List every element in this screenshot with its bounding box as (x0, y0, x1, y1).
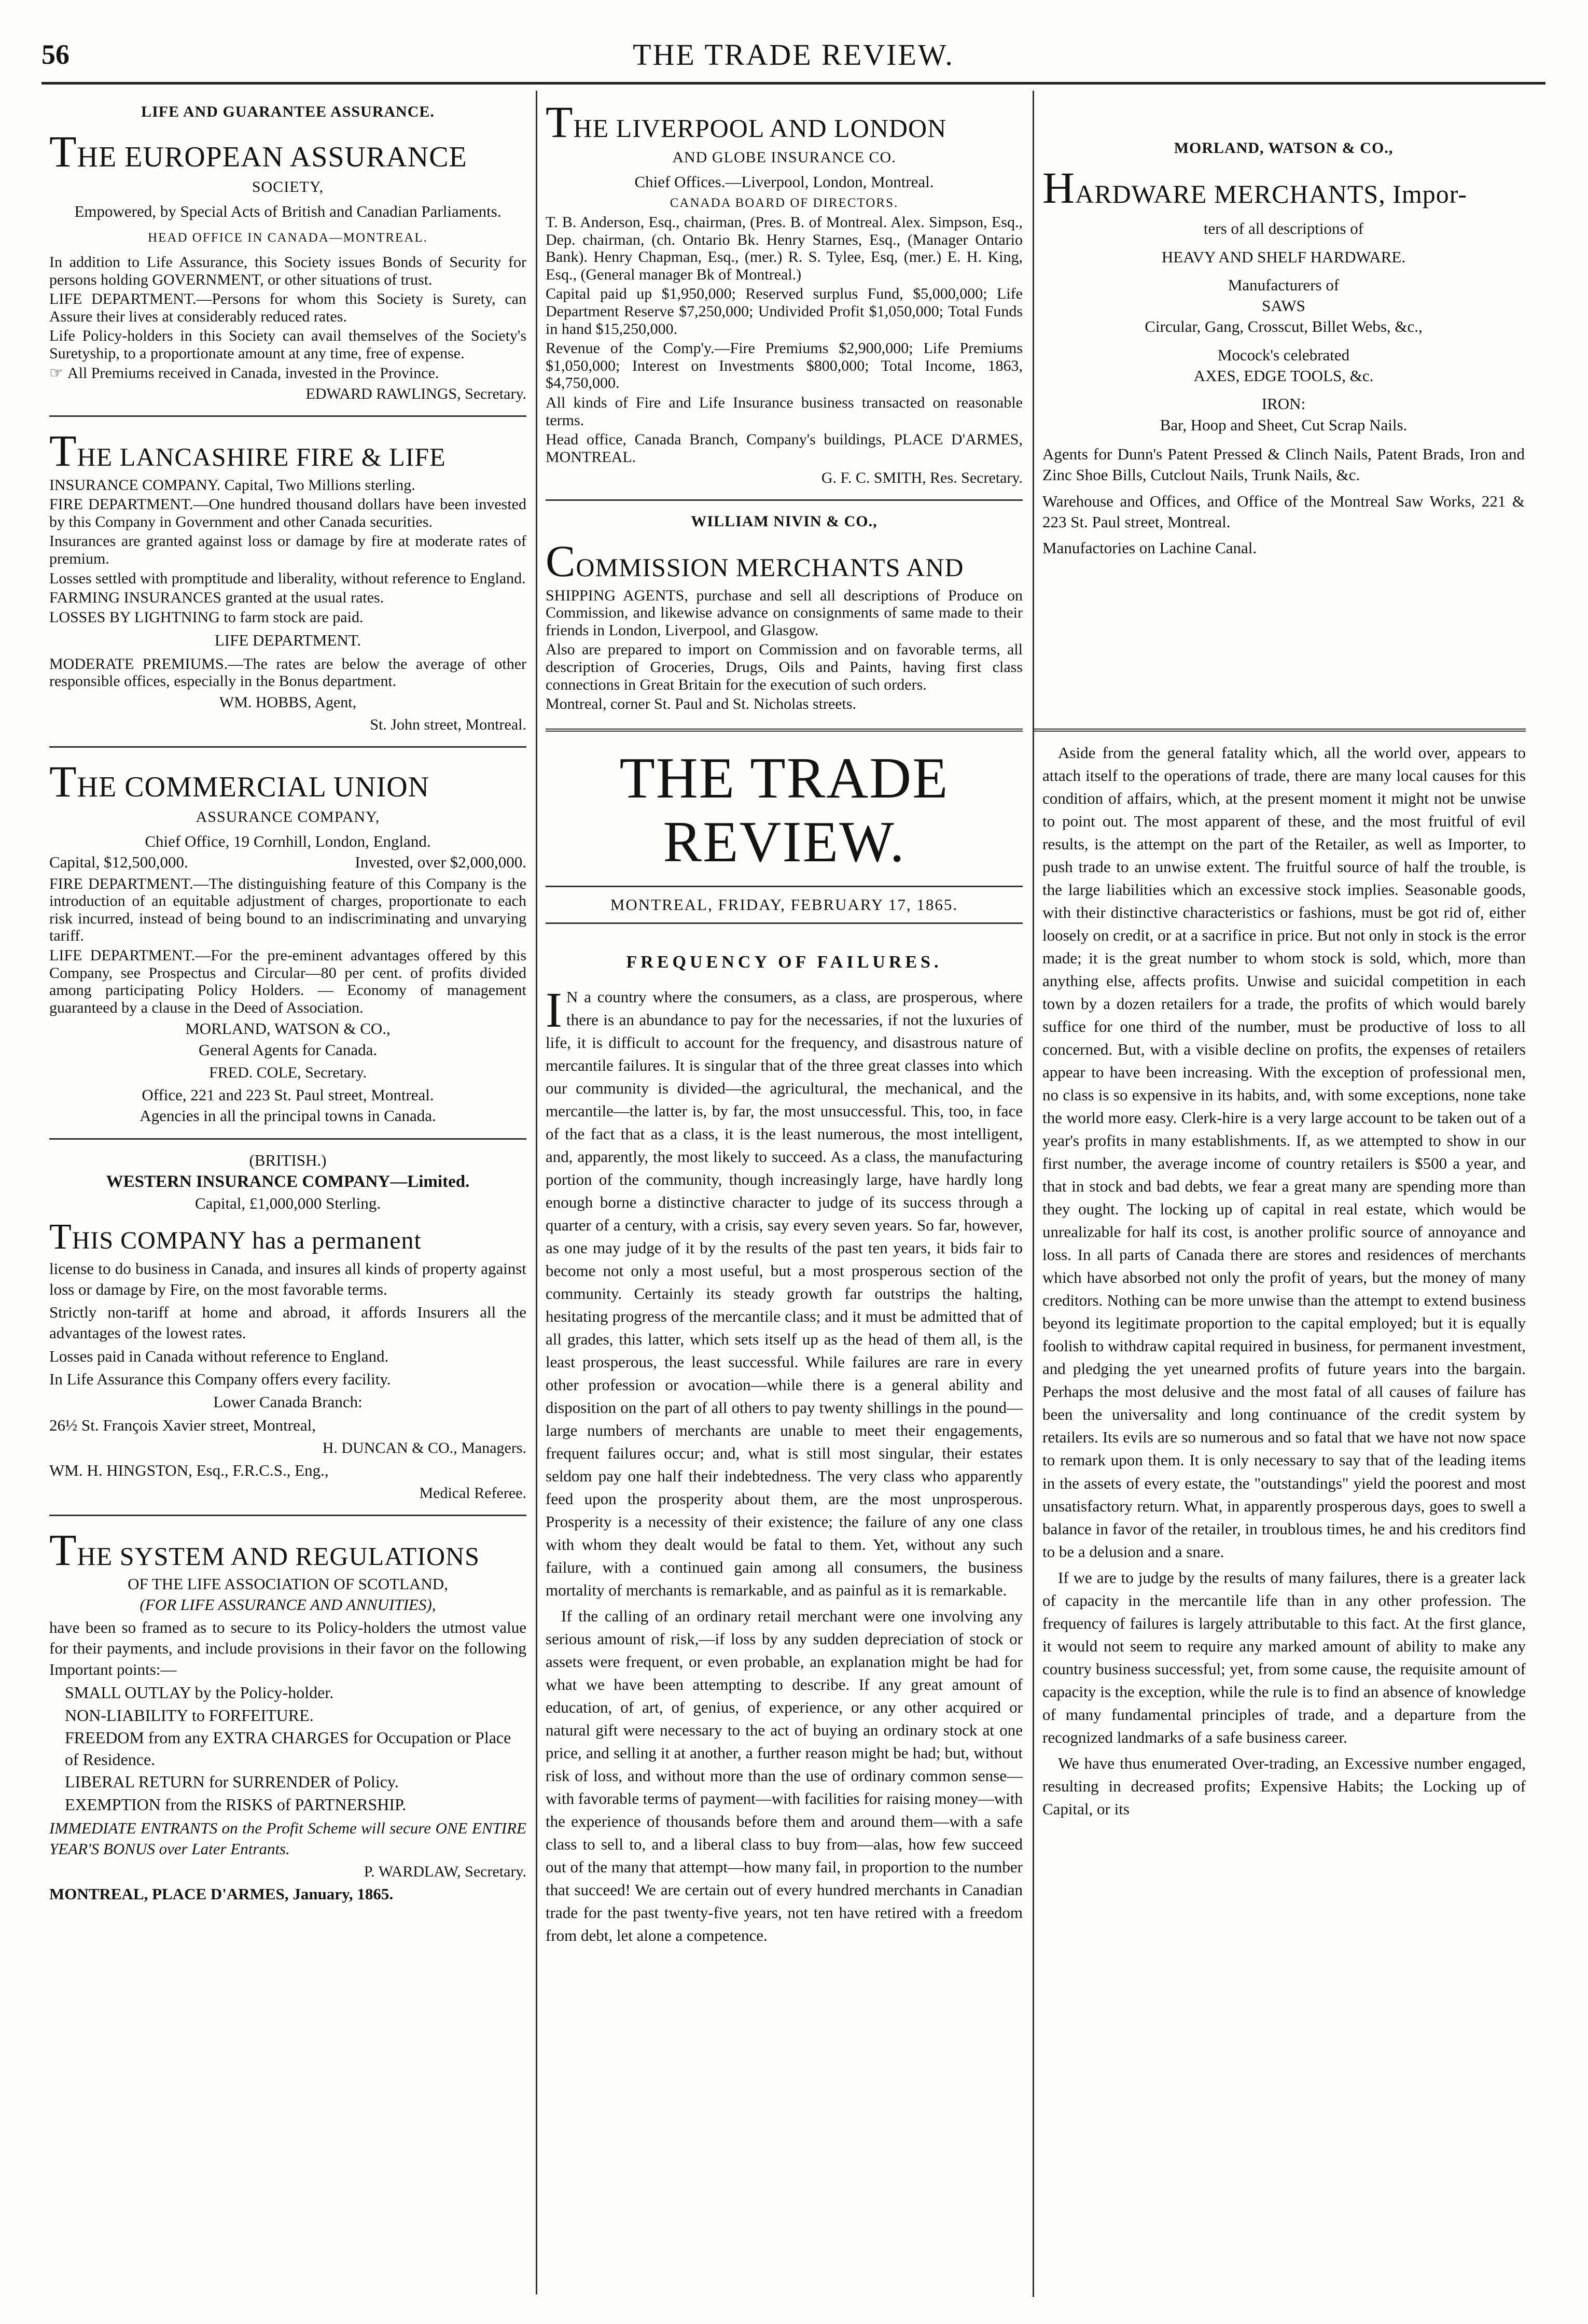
commercial-union-ad (49, 758, 526, 1127)
ad-paragraph: Warehouse and Offices, and Office of the Montreal Saw Works, 221 & 223 St. Paul street, Montreal. (1042, 492, 1525, 531)
ad-title: THE EUROPEAN ASSURANCE (49, 127, 467, 176)
capital: Capital, £1,000,000 Sterling. (194, 1194, 381, 1212)
column-middle-ads (546, 99, 1023, 757)
ad-paragraph: license to do business in Canada, and insures all kinds of property against loss or damage by Fire, on the most favorable terms. (49, 1259, 526, 1298)
ad-paragraph: ☞ All Premiums received in Canada, invested in the Province. (49, 364, 439, 382)
signature-address: St. John street, Montreal. (370, 716, 526, 733)
ad-paragraph: Losses paid in Canada without reference to England. (49, 1347, 389, 1365)
ad-paragraph: LOSSES BY LIGHTNING to farm stock are paid. (49, 608, 364, 626)
ad-paragraph: Head office, Canada Branch, Company's buildings, PLACE D'ARMES, MONTREAL. (546, 431, 1023, 466)
ad-line: SAWS (1262, 297, 1305, 315)
ad-paragraph: INSURANCE COMPANY. Capital, Two Millions sterling. (49, 476, 415, 494)
signature: P. WARDLAW, Secretary. (364, 1863, 526, 1881)
drop-cap: I (546, 982, 562, 1038)
divider (49, 1138, 526, 1140)
article-paragraph: We have thus enumerated Over-trading, an Excessive number engaged, resulting in decreased profits; Expensive Habits; the Locking up of Capital, or its (1042, 1754, 1526, 1818)
life-department-heading: LIFE DEPARTMENT. (214, 631, 361, 650)
ad-paragraph: FIRE DEPARTMENT.—The distinguishing feature of this Company is the introduction of an equitable adjustment of charges, proportionate to each risk incurred, instead of being bound to an indiscriminating and unvarying tariff. (49, 875, 526, 945)
ad-line: Bar, Hoop and Sheet, Cut Scrap Nails. (1160, 415, 1408, 434)
section-title: LIFE AND GUARANTEE ASSURANCE. (141, 103, 435, 120)
board-heading: CANADA BOARD OF DIRECTORS. (670, 195, 899, 210)
british-label: (BRITISH.) (249, 1151, 327, 1169)
ad-paragraph: Losses settled with promptitude and liberality, without reference to England. (49, 569, 526, 587)
ad-subtitle: OF THE LIFE ASSOCIATION OF SCOTLAND, (128, 1574, 448, 1593)
points-list (49, 1682, 526, 1816)
ad-paragraph: All kinds of Fire and Life Insurance business transacted on reasonable terms. (546, 394, 1023, 429)
life-association-ad (49, 1527, 526, 1905)
page-number: 56 (41, 39, 69, 70)
signature: WM. HOBBS, Agent, (219, 693, 357, 711)
masthead-title: THE TRADE REVIEW. (619, 746, 949, 875)
western-insurance-ad (49, 1150, 526, 1504)
ad-line: Mocock's celebrated (1217, 345, 1350, 364)
ad-line: AXES, EDGE TOOLS, &c. (1193, 367, 1374, 385)
head-office: HEAD OFFICE IN CANADA—MONTREAL. (148, 230, 428, 245)
article-column-2 (1042, 741, 1526, 2276)
section-title: MORLAND, WATSON & CO., (1174, 139, 1394, 157)
ad-line: HEAVY AND SHELF HARDWARE. (1161, 247, 1406, 266)
office-address: Office, 221 and 223 St. Paul street, Montreal. (142, 1086, 434, 1104)
pointing-hand-icon: ☞ (49, 364, 63, 382)
ad-paragraph: have been so framed as to secure to its Policy-holders the utmost value for their payments, and include provisions in their favor on the following Important points:— (49, 1618, 526, 1678)
branch-address: 26½ St. François Xavier street, Montreal, (49, 1416, 316, 1434)
ad-paragraph: MODERATE PREMIUMS.—The rates are below the average of other responsible offices, especially in the Bonus department. (49, 655, 526, 690)
signature: G. F. C. SMITH, Res. Secretary. (821, 469, 1023, 487)
ad-paragraph: Montreal, corner St. Paul and St. Nicholas streets. (546, 695, 857, 713)
ad-title: HARDWARE MERCHANTS, Impor- (1042, 163, 1468, 213)
directors: T. B. Anderson, Esq., chairman, (Pres. B. of Montreal. Alex. Simpson, Esq., Dep. chairman, (ch. Ontario Bk. Henry Starnes, Esq., (Manager Ontario Bank). Henry Chapman, Esq., (mer.) R. S. Tylee, Esq, (mer.) E. H. King, Esq., (General manager Bk of Montreal.) (546, 214, 1023, 283)
european-assurance-ad (49, 128, 526, 404)
column-rule-2-upper (1033, 91, 1034, 747)
ad-title: THE COMMERCIAL UNION (49, 756, 430, 806)
list-item: FREEDOM from any EXTRA CHARGES for Occupation or Place of Residence. (65, 1728, 511, 1769)
invested: Invested, over $2,000,000. (355, 853, 526, 872)
signature: EDWARD RAWLINGS, Secretary. (305, 385, 526, 403)
ad-line: IRON: (1261, 395, 1306, 413)
divider (49, 1515, 526, 1516)
ad-paragraph: LIFE DEPARTMENT.—For the pre-eminent advantages offered by this Company, see Prospectus and Circular—80 per cent. of profits divided among participating Policy Holders. — Economy of management guaranteed by a clause in the Deed of Association. (49, 947, 526, 1016)
column-rule-1 (536, 91, 537, 2294)
ad-paragraph: SHIPPING AGENTS, purchase and sell all descriptions of Produce on Commission, and likewise advance on consignments of same made to their friends in London, Liverpool, and Glasgow. (546, 586, 1023, 639)
ad-paragraph: Capital paid up $1,950,000; Reserved surplus Fund, $5,000,000; Life Department Reserve $7,250,000; Undivided Profit $1,050,000; Total Funds in hand $15,250,000. (546, 285, 1023, 338)
article-paragraph: If the calling of an ordinary retail merchant were one involving any serious amount of risk,—if loss by any sudden depreciation of stock or assets were frequent, or even probable, an explanation might be had for what we have been attempting to describe. If any great amount of education, of art, of genius, of experience, or any other acquired or natural gift were necessary to the act of buying an ordinary stock at one price, and selling it at another, a further reason might be had; but, without risk of loss, and without more than the use of ordinary common sense—with favorable terms of payment—with facilities for raising money—with the experience of thousands before them and around them—with a safe class to sell to, and a liberal class to buy from—alas, how few succeed out of the many that attempt—how many fail, in proportion to the number that succeed! We are certain out of every hundred merchants in Canadian trade for the past twenty-five years, not ten have retired with a freedom from debt, let alone a competence. (546, 1607, 1023, 1945)
page-header (41, 31, 1545, 80)
ad-subtitle: AND GLOBE INSURANCE CO. (672, 149, 896, 166)
managers: H. DUNCAN & CO., Managers. (322, 1439, 526, 1457)
ad-title: COMMISSION MERCHANTS AND (546, 536, 964, 586)
ad-paragraph: Life Policy-holders in this Society can avail themselves of the Society's Suretyship, to a proportionate amount at any time, free of expense. (49, 327, 526, 362)
ad-paragraph: Insurances are granted against loss or damage by fire at moderate rates of premium. (49, 533, 526, 567)
ad-title: THE LANCASHIRE FIRE & LIFE (49, 426, 446, 476)
ad-lead: THIS COMPANY has a permanent (49, 1217, 422, 1257)
list-item: EXEMPTION from the RISKS of PARTNERSHIP. (65, 1795, 407, 1814)
signature: FRED. COLE, Secretary. (209, 1064, 367, 1082)
ad-paragraph: Agents for Dunn's Patent Pressed & Clinch Nails, Patent Brads, Iron and Zinc Shoe Bills, Cutclout Nails, Trunk Nails, &c. (1042, 444, 1525, 484)
capital-line (49, 852, 526, 873)
ad-paragraph: FIRE DEPARTMENT.—One hundred thousand dollars have been invested by this Company in Government and other Canada securities. (49, 496, 526, 530)
ad-empowered: Empowered, by Special Acts of British and Canadian Parliaments. (74, 202, 502, 221)
capital: Capital, $12,500,000. (49, 853, 188, 872)
agents: MORLAND, WATSON & CO., (185, 1019, 391, 1038)
masthead-dateline: MONTREAL, FRIDAY, FEBRUARY 17, 1865. (546, 886, 1023, 924)
section-title: WILLIAM NIVIN & CO., (691, 513, 877, 530)
article-paragraph: If we are to judge by the results of many failures, there is a greater lack of capacity in the mercantile life than in any other profession. The frequency of failures is largely attributable to this fact. At the first glance, it would not seem to require any marked amount of ability to make any country business successful; yet, from some cause, the requisite amount of capacity is the exception, while the rule is to find an absence of knowledge of many fundamental principles of trade, and a departure from the recognized landmarks of a safe business career. (1042, 1568, 1526, 1746)
ad-paragraph: Also are prepared to import on Commission and on favorable terms, all description of Groceries, Drugs, Oils and Paints, having first class connections in Great Britain for the execution of such orders. (546, 641, 1023, 693)
ad-line: Manufacturers of (1228, 275, 1340, 294)
referee: WM. H. HINGSTON, Esq., F.R.C.S., Eng., (49, 1461, 329, 1479)
list-item: LIBERAL RETURN for SURRENDER of Policy. (65, 1772, 399, 1791)
lancashire-ad (49, 427, 526, 735)
ad-paragraph: Strictly non-tariff at home and abroad, it affords Insurers all the advantages of the lowest rates. (49, 1303, 526, 1342)
ad-paragraph: Revenue of the Comp'y.—Fire Premiums $2,900,000; Life Premiums $1,050,000; Interest on Investments $800,000; Total Income, 1863, $4,750,000. (546, 340, 1023, 392)
column-left-insurance (49, 99, 526, 2276)
divider (546, 499, 1023, 501)
ad-footer: MONTREAL, PLACE D'ARMES, January, 1865. (49, 1885, 394, 1903)
ad-title: THE LIVERPOOL AND LONDON (546, 99, 947, 147)
agencies: Agencies in all the principal towns in Canada. (140, 1107, 436, 1125)
ad-line: Circular, Gang, Crosscut, Billet Webs, &c., (1145, 317, 1423, 336)
divider (49, 415, 526, 417)
journal-title: THE TRADE REVIEW. (633, 38, 954, 72)
column-right-hardware-ad (1042, 99, 1525, 773)
article-paragraph: I N a country where the consumers, as a class, are prosperous, where there is an abundance to pay for the necessaries, if not the luxuries of life, it is difficult to account for the frequency, and disastrous nature of mercantile failures. It is singular that of the three great classes into which our community is divided—the agricultural, the mechanical, and the mercantile—the latter is, by far, the most unsuccessful. This, too, in face of the fact that as a class, it is the least numerous, the most intelligent, and, apparently, the most likely to succeed. As a class, the manufacturing portion of the community, though increasingly large, have hardly long enough borne a distinctive character to judge of its success through a quarter of a century, with a crisis, say every seven years. So far, however, as one may judge of it by the results of the past ten years, it bids fair to become not only a most useful, but a most prosperous section of the community. Certainly its steady growth far outstrips the halting, hesitating progress of the mercantile class; and it must be admitted that of all grades, this latter, which sets itself up as the head of them all, is the least prosperous, the least successful. While failures are rare in every other profession or avocation—while there is a general ability and disposition on the part of all others to pay twenty shillings in the pound—large numbers of merchants are unable to meet their engagements, frequent failures occur; and, what is still most singular, their estates seldom pay one half their indebtedness. The very class who apparently feed upon the prosperity about them, are the most unprosperous. Prosperity is a necessity of their existence; the failure of any one class with whom they dealt would be fatal to them. Yet, without any such failure, with a continued gain among all consumers, the business mortality of merchants is remarkable, and as painful as it is remarkable. (546, 982, 1023, 1600)
masthead-top-rule (546, 729, 1023, 732)
liverpool-london-ad (546, 99, 1023, 488)
ad-subtitle: ASSURANCE COMPANY, (196, 808, 380, 826)
divider (49, 746, 526, 748)
header-rule (41, 82, 1545, 85)
masthead-block (546, 729, 1023, 732)
immediate-entrants: IMMEDIATE ENTRANTS on the Profit Scheme will secure ONE ENTIRE YEAR'S BONUS over Later Entrants. (49, 1818, 526, 1858)
nivin-ad (546, 511, 1023, 712)
ad-paragraph: In Life Assurance this Company offers every facility. (49, 1370, 391, 1389)
agents-role: General Agents for Canada. (198, 1040, 378, 1059)
ad-line: ters of all descriptions of (1203, 219, 1364, 238)
list-item: SMALL OUTLAY by the Policy-holder. (65, 1683, 334, 1702)
article-heading: FREQUENCY OF FAILURES. (626, 953, 942, 972)
chief-offices: Chief Offices.—Liverpool, London, Montreal. (634, 173, 934, 191)
chief-office: Chief Office, 19 Cornhill, London, England. (145, 832, 431, 851)
article-column-1 (546, 741, 1023, 2276)
ad-paragraph: Manufactories on Lachine Canal. (1042, 539, 1257, 557)
ad-subtitle-2: (FOR LIFE ASSURANCE AND ANNUITIES), (140, 1595, 436, 1614)
referee-role: Medical Referee. (419, 1485, 526, 1502)
article-paragraph: Aside from the general fatality which, all the world over, appears to attach itself to the operations of trade, there are many local causes for this condition of affairs, which, at the present moment it might not be unwise to point out. The most apparent of these, and the most fruitful of evil results, is the attempt on the part of the Retailer, as well as Importer, to push trade to an unwise extent. The fruitful source of half the trouble, is the large liabilities which an excessive stock implies. Seasonable goods, with their distinctive characteristics or fashions, must be got rid of, either loosely on credit, or at a sacrifice in price. But not only in stock is the error made; it is the great number to whom stock is sold, which, more than anything else, affects profits. Unwise and suicidal competition in each town by a dozen retailers for a trade, the profits of which would barely suffice for one third of the number, must be productive of loss to all concerned. But, with a visible decline on profits, the expenses of retailers appear to have been increasing. With the exception of professional men, no class is so expensive in its habits, and, with some exceptions, none take the world more easy. Clerk-hire is a very large account to be taken out of a year's profits in many establishments. If, as we attempted to show in our first number, the average income of country retailers is $500 a year, and that in stock and bad debts, we fear a great many are spending more than they ought. The locking up of capital in real estate, which would be unrealizable for half its cost, is another prolific source of annoyance and loss. In all parts of Canada there are stores and residences of merchants which have absorbed not only the profit of years, but the money of many creditors. Nothing can be more unwise than the attempt to extend business beyond its legitimate proportion to the capital employed; but it is equally foolish to withdraw capital required in business, for permanent investment, and pledging the yet unearned profits of future years into the bargain. Perhaps the most delusive and the most fatal of all causes of failure has been the universality and long continuance of the credit system by retailers. Its evils are so numerous and so fatal that we have not now space to remark upon them. It is only necessary to say that of the leading items in the assets of every estate, the "outstandings" yield the poorest and most unsatisfactory return. What, in apparently prosperous days, goes to swell a balance in favor of the retailer, in troublous times, he and his creditors find to be a delusion and a snare. (1042, 744, 1526, 1561)
ad-paragraph: LIFE DEPARTMENT.—Persons for whom this Society is Surety, can Assure their lives at considerably reduced rates. (49, 290, 526, 325)
ad-paragraph: In addition to Life Assurance, this Society issues Bonds of Security for persons holding GOVERNMENT, or other situations of trust. (49, 254, 526, 288)
list-item: NON-LIABILITY to FORFEITURE. (65, 1705, 314, 1725)
ad-subtitle: SOCIETY, (252, 178, 324, 196)
branch-label: Lower Canada Branch: (213, 1393, 363, 1411)
ad-title: THE SYSTEM AND REGULATIONS (49, 1525, 480, 1575)
ad-title: WESTERN INSURANCE COMPANY—Limited. (106, 1172, 470, 1191)
article-region (546, 741, 1526, 2287)
ad-paragraph: FARMING INSURANCES granted at the usual rates. (49, 589, 384, 607)
